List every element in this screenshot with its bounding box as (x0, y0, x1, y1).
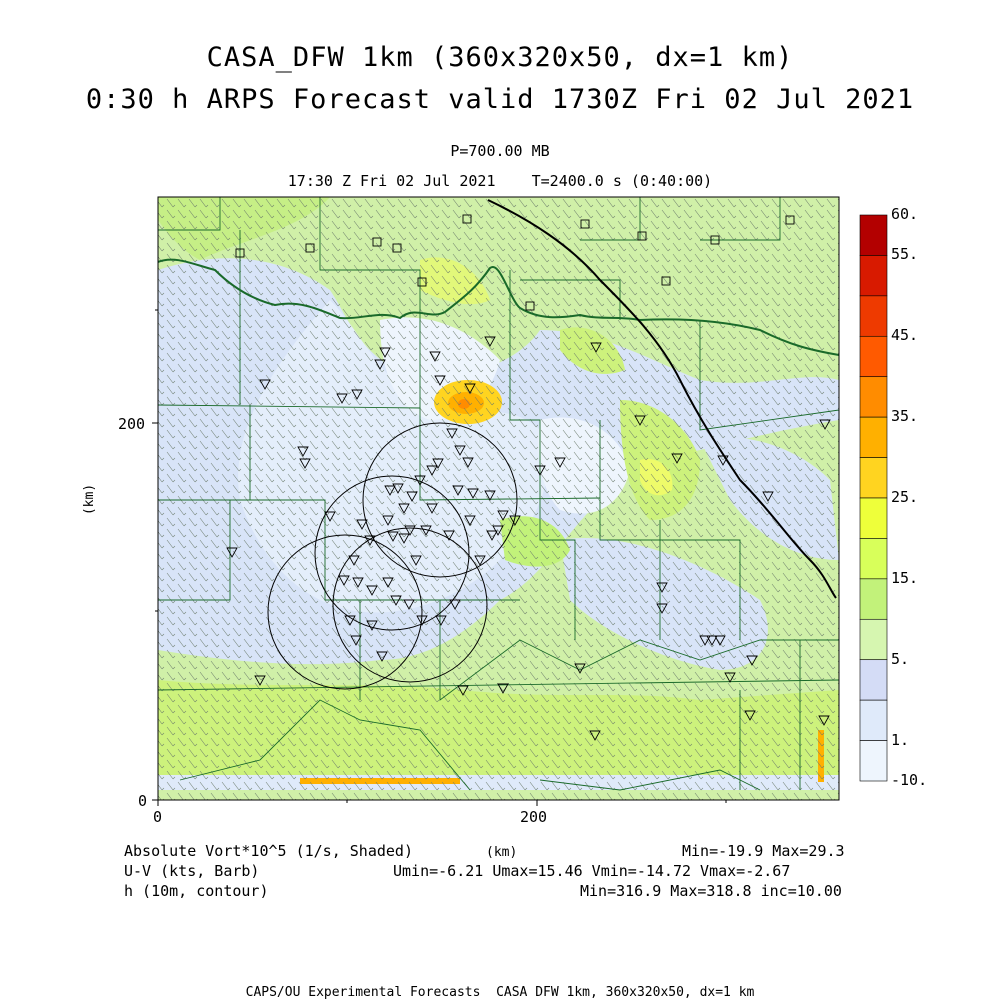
colorbar (860, 215, 887, 781)
colorbar-swatch (860, 417, 887, 457)
legend-field1-stats: Min=-19.9 Max=29.3 (682, 842, 845, 860)
colorbar-swatch (860, 741, 887, 781)
footer-credit: CAPS/OU Experimental Forecasts CASA DFW 1km, 360x320x50, dx=1 km (245, 985, 755, 1000)
colorbar-label: 45. (891, 326, 919, 345)
colorbar-swatch (860, 296, 887, 336)
colorbar-swatch (860, 458, 887, 498)
colorbar-swatch (860, 377, 887, 417)
colorbar-label: 1. (891, 730, 910, 749)
legend-field3-stats: Min=316.9 Max=318.8 inc=10.00 (580, 882, 842, 900)
colorbar-label: 5. (891, 649, 910, 668)
legend-field1: Absolute Vort*10^5 (1/s, Shaded) (124, 842, 413, 860)
colorbar-swatch (860, 619, 887, 659)
colorbar-swatch (860, 700, 887, 740)
colorbar-label: 60. (891, 205, 919, 223)
colorbar-swatch (860, 336, 887, 376)
x-tick-200: 200 (520, 808, 548, 826)
x-tick-0: 0 (153, 808, 163, 826)
map-title-line1: CASA_DFW 1km (360x320x50, dx=1 km) (206, 42, 794, 73)
y-tick-0: 0 (138, 792, 148, 810)
colorbar-label: 55. (891, 245, 919, 264)
legend-field2: U-V (kts, Barb) (124, 862, 260, 880)
colorbar-swatch (860, 660, 887, 700)
legend-field3: h (10m, contour) (124, 882, 269, 900)
legend-field2-stats: Umin=-6.21 Umax=15.46 Vmin=-14.72 Vmax=-2.67 (393, 862, 791, 880)
colorbar-label: 15. (891, 568, 919, 587)
colorbar-label: 25. (891, 488, 919, 506)
colorbar-label: -10. (891, 771, 928, 789)
valid-time: 17:30 Z Fri 02 Jul 2021 T=2400.0 s (0:40:00) (287, 172, 713, 190)
y-axis-label: (km) (82, 483, 98, 516)
map-title-line2: 0:30 h ARPS Forecast valid 1730Z Fri 02 Jul 2021 (85, 84, 915, 115)
wind-barbs (158, 197, 839, 800)
colorbar-swatch (860, 215, 887, 255)
colorbar-label: 35. (891, 407, 919, 426)
colorbar-swatch (860, 538, 887, 578)
y-tick-200: 200 (118, 415, 146, 433)
pressure-level: P=700.00 MB (450, 142, 550, 160)
colorbar-swatch (860, 579, 887, 619)
legend-unit: (km) (486, 845, 518, 860)
colorbar-swatch (860, 255, 887, 295)
colorbar-swatch (860, 498, 887, 538)
